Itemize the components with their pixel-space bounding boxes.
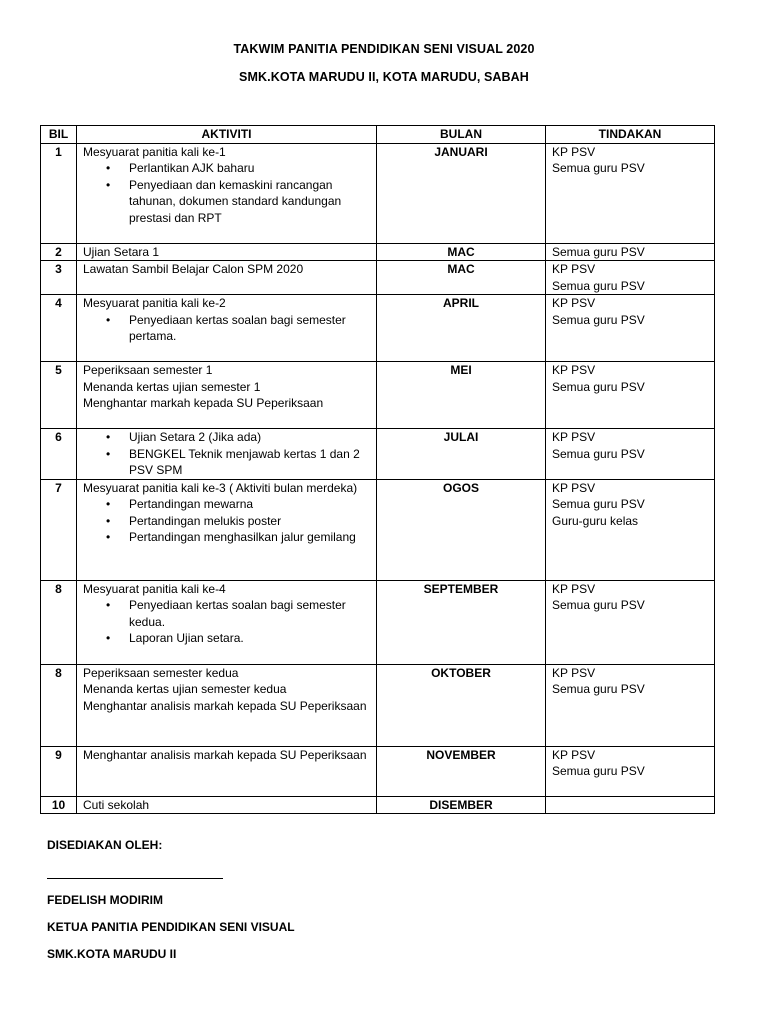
action-line: KP PSV	[552, 296, 596, 310]
preparer-school: SMK.KOTA MARUDU II	[47, 947, 177, 961]
activity-line: Menanda kertas ujian semester 1	[83, 379, 261, 394]
month-cell: OGOS	[377, 479, 546, 580]
table-row	[41, 143, 715, 243]
activity-cell	[77, 143, 377, 243]
table-row	[41, 746, 715, 796]
header-bulan: BULAN	[377, 126, 546, 144]
school-subtitle: SMK.KOTA MARUDU II, KOTA MARUDU, SABAH	[239, 70, 529, 84]
activity-bullet-item: • Perlantikan AJK baharu	[129, 160, 370, 177]
row-number: 8	[41, 580, 77, 664]
month-cell: DISEMBER	[377, 796, 546, 814]
activity-line: Mesyuarat panitia kali ke-4	[83, 581, 226, 596]
action-line: Semua guru PSV	[552, 312, 645, 327]
row-number: 1	[41, 143, 77, 243]
activity-line: Ujian Setara 1	[83, 244, 160, 259]
action-cell	[546, 746, 715, 796]
activity-line: Mesyuarat panitia kali ke-1	[83, 144, 226, 159]
activity-bullet-item: • BENGKEL Teknik menjawab kertas 1 dan 2 PSV SPM	[129, 446, 370, 479]
action-cell	[546, 796, 715, 814]
activity-cell	[77, 746, 377, 796]
action-line: Semua guru PSV	[552, 682, 645, 696]
action-cell	[546, 243, 715, 261]
row-number: 4	[41, 295, 77, 362]
activity-cell	[77, 796, 377, 814]
action-line: Guru-guru kelas	[552, 513, 639, 528]
action-line: KP PSV	[552, 581, 596, 596]
activity-bullet-item: • Laporan Ujian setara.	[129, 630, 370, 647]
activity-line: Menanda kertas ujian semester kedua	[83, 682, 287, 696]
activity-bullet-list	[83, 160, 370, 226]
month-cell: MEI	[377, 362, 546, 429]
activity-cell	[77, 429, 377, 480]
row-number: 8	[41, 664, 77, 746]
table-row	[41, 664, 715, 746]
document-title: TAKWIM PANITIA PENDIDIKAN SENI VISUAL 2020	[233, 42, 535, 56]
row-number: 2	[41, 243, 77, 261]
table-header-row	[41, 126, 715, 144]
activity-bullet-item: • Pertandingan mewarna	[129, 496, 370, 513]
activity-line: Mesyuarat panitia kali ke-3 ( Aktiviti bulan merdeka)	[83, 480, 358, 495]
table-row	[41, 429, 715, 480]
activity-cell	[77, 261, 377, 295]
action-cell	[546, 295, 715, 362]
table-row	[41, 362, 715, 429]
month-cell: MAC	[377, 261, 546, 295]
action-cell	[546, 362, 715, 429]
action-line: Semua guru PSV	[552, 497, 645, 511]
action-line: Semua guru PSV	[552, 764, 645, 778]
activity-line: Menghantar analisis markah kepada SU Peperiksaan	[83, 698, 367, 713]
action-line: Semua guru PSV	[552, 161, 645, 175]
signature-line	[47, 872, 223, 879]
header-bil: BIL	[41, 126, 77, 144]
action-cell	[546, 479, 715, 580]
month-cell: JULAI	[377, 429, 546, 480]
month-cell: MAC	[377, 243, 546, 261]
activity-line: Mesyuarat panitia kali ke-2	[83, 296, 226, 310]
table-row	[41, 796, 715, 814]
action-line: Semua guru PSV	[552, 278, 645, 293]
action-line: KP PSV	[552, 262, 596, 276]
row-number: 3	[41, 261, 77, 295]
row-number: 9	[41, 746, 77, 796]
preparer-name: FEDELISH MODIRIM	[47, 893, 163, 907]
action-cell	[546, 664, 715, 746]
activity-line: Peperiksaan semester kedua	[83, 665, 239, 680]
month-cell: APRIL	[377, 295, 546, 362]
activity-line: Peperiksaan semester 1	[83, 363, 213, 377]
action-cell	[546, 143, 715, 243]
action-cell	[546, 580, 715, 664]
action-line: Semua guru PSV	[552, 379, 645, 394]
activity-bullet-item: • Pertandingan menghasilkan jalur gemilang	[129, 529, 370, 546]
table-row	[41, 479, 715, 580]
header-tindakan: TINDAKAN	[546, 126, 715, 144]
activity-bullet-list	[83, 496, 370, 546]
activity-cell	[77, 362, 377, 429]
action-line: Semua guru PSV	[552, 446, 645, 461]
action-line: KP PSV	[552, 665, 596, 680]
activity-line: Menghantar analisis markah kepada SU Peperiksaan	[83, 747, 367, 762]
activity-bullet-item: • Penyediaan kertas soalan bagi semester kedua.	[129, 597, 370, 630]
activity-line: Menghantar markah kepada SU Peperiksaan	[83, 396, 324, 410]
month-cell: NOVEMBER	[377, 746, 546, 796]
table-row	[41, 580, 715, 664]
activity-bullet-list	[83, 312, 370, 345]
table-row	[41, 261, 715, 295]
row-number: 7	[41, 479, 77, 580]
action-line: KP PSV	[552, 747, 596, 762]
activity-cell	[77, 479, 377, 580]
month-cell: OKTOBER	[377, 664, 546, 746]
activity-cell	[77, 580, 377, 664]
preparer-position: KETUA PANITIA PENDIDIKAN SENI VISUAL	[47, 920, 295, 934]
activity-cell	[77, 243, 377, 261]
action-line: KP PSV	[552, 363, 596, 377]
activity-cell	[77, 664, 377, 746]
table-row	[41, 295, 715, 362]
action-line: Semua guru PSV	[552, 244, 645, 259]
activity-bullet-item: • Ujian Setara 2 (Jika ada)	[129, 429, 370, 446]
row-number: 6	[41, 429, 77, 480]
month-cell: SEPTEMBER	[377, 580, 546, 664]
action-line: KP PSV	[552, 144, 596, 159]
row-number: 10	[41, 796, 77, 814]
header-aktiviti: AKTIVITI	[77, 126, 377, 144]
action-line: KP PSV	[552, 430, 596, 444]
activity-line: Cuti sekolah	[83, 797, 150, 812]
activity-line: Lawatan Sambil Belajar Calon SPM 2020	[83, 262, 304, 276]
activity-bullet-list	[83, 429, 370, 479]
activity-bullet-item: • Penyediaan dan kemaskini rancangan tahunan, dokumen standard kandungan prestasi dan RPT	[129, 177, 370, 227]
activity-bullet-list	[83, 597, 370, 647]
row-number: 5	[41, 362, 77, 429]
calendar-table	[40, 125, 715, 814]
activity-bullet-item: • Pertandingan melukis poster	[129, 513, 370, 530]
activity-cell	[77, 295, 377, 362]
table-row	[41, 243, 715, 261]
table-body	[41, 143, 715, 814]
month-cell: JANUARI	[377, 143, 546, 243]
action-cell	[546, 261, 715, 295]
activity-bullet-item: • Penyediaan kertas soalan bagi semester pertama.	[129, 312, 370, 345]
action-line: Semua guru PSV	[552, 598, 645, 612]
prepared-by-label: DISEDIAKAN OLEH:	[47, 838, 163, 852]
action-line: KP PSV	[552, 480, 596, 495]
action-cell	[546, 429, 715, 480]
